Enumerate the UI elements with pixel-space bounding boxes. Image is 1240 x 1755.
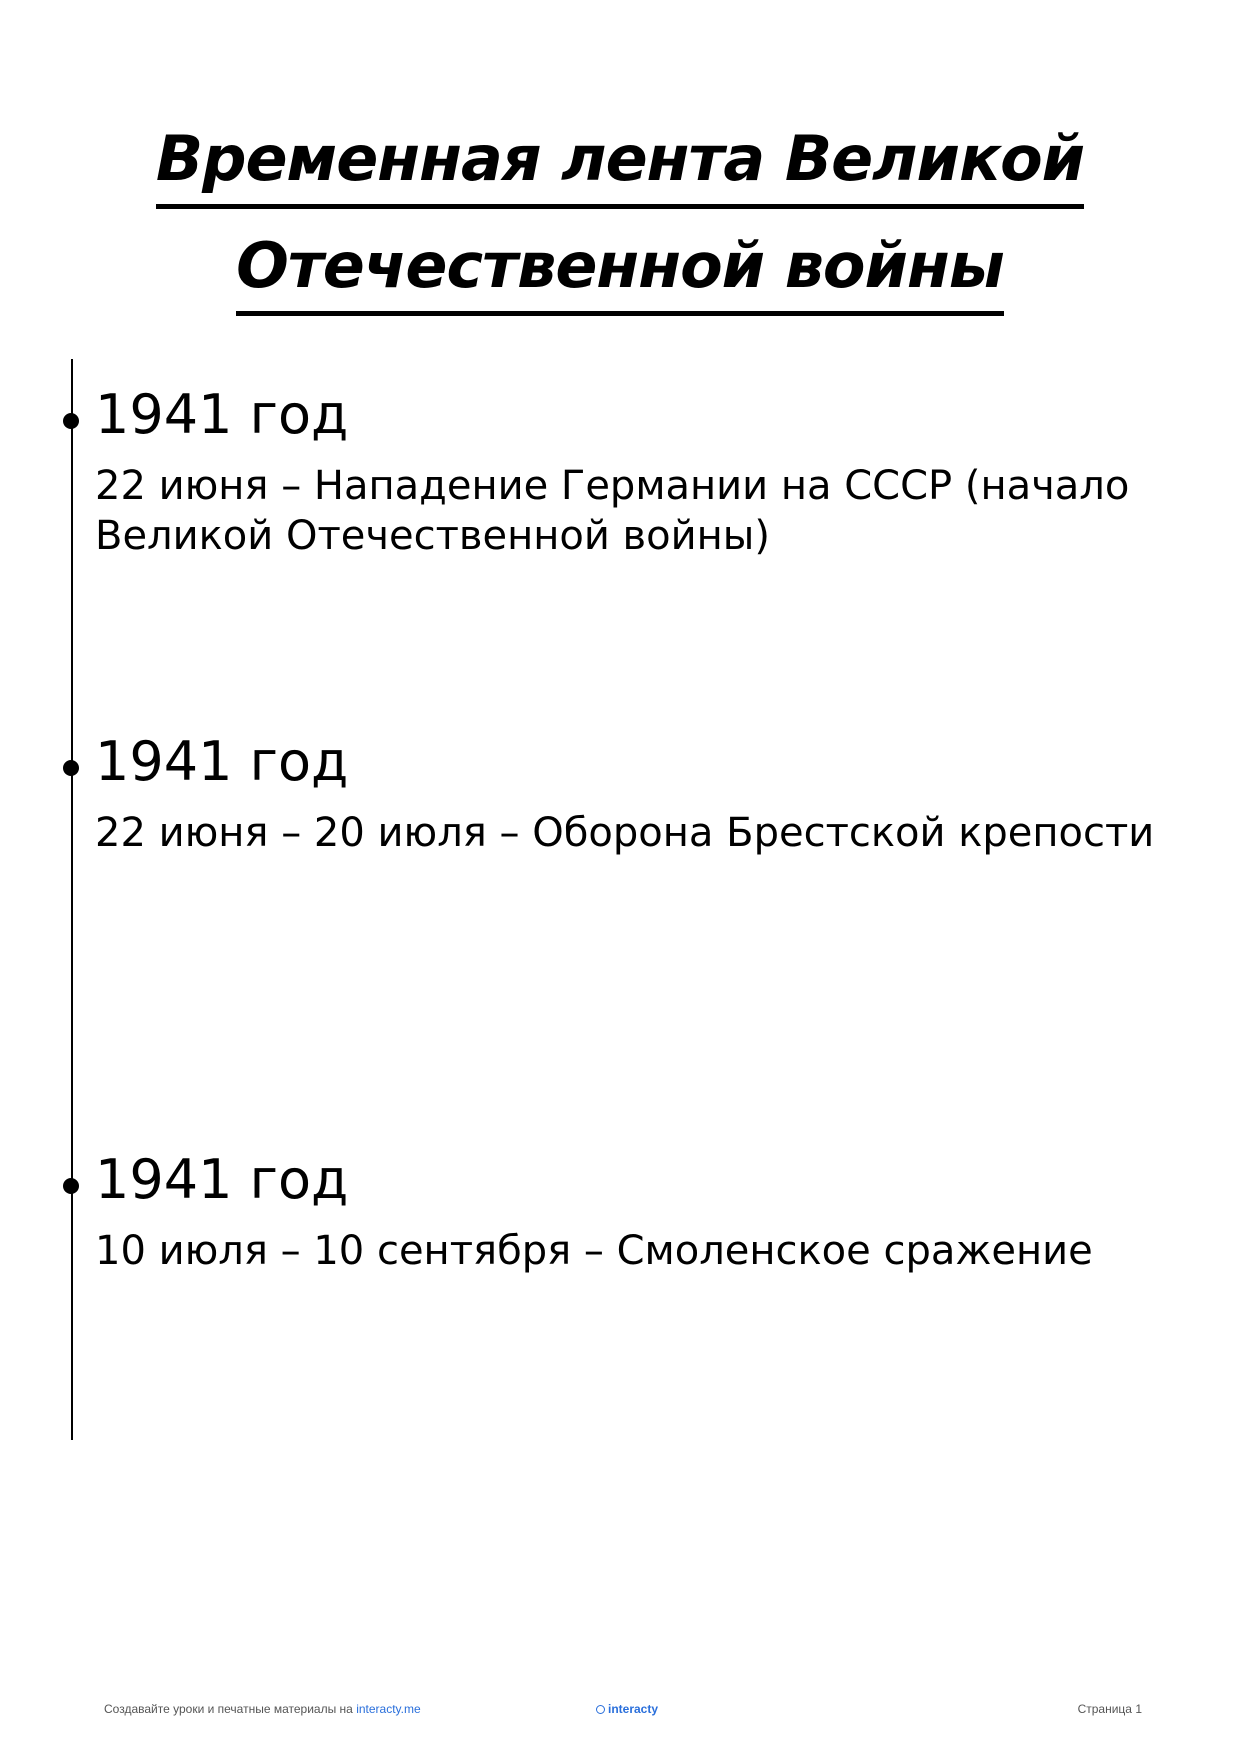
- timeline-dot: [63, 760, 79, 776]
- footer-logo-text: interacty: [608, 1702, 659, 1716]
- footer-link[interactable]: interacty.me: [356, 1702, 421, 1716]
- timeline-entry: [95, 1148, 1155, 1276]
- entry-description: 10 июля – 10 сентября – Смоленское сражение: [95, 1228, 1093, 1274]
- timeline-entry: [95, 383, 1155, 561]
- timeline-axis: [71, 359, 73, 1440]
- title-line-2: Отечественной войны: [236, 227, 1004, 316]
- entry-year: 1941 год: [95, 383, 349, 446]
- title-line-1: Временная лента Великой: [156, 120, 1084, 209]
- entry-description: 22 июня – 20 июля – Оборона Брестской крепости: [95, 810, 1155, 856]
- footer-logo: [596, 1702, 658, 1716]
- timeline-entry: [95, 730, 1155, 858]
- timeline-dot: [63, 1178, 79, 1194]
- entry-description: 22 июня – Нападение Германии на СССР (начало Великой Отечественной войны): [95, 463, 1130, 559]
- entry-year: 1941 год: [95, 1148, 349, 1211]
- footer-credit-text: Создавайте уроки и печатные материалы на: [104, 1702, 357, 1716]
- entry-year: 1941 год: [95, 730, 349, 793]
- footer-credit: [104, 1702, 421, 1716]
- timeline-dot: [63, 413, 79, 429]
- page-number: Страница 1: [1077, 1702, 1142, 1716]
- interacty-logo-icon: [596, 1705, 605, 1714]
- page-title: [0, 110, 1240, 324]
